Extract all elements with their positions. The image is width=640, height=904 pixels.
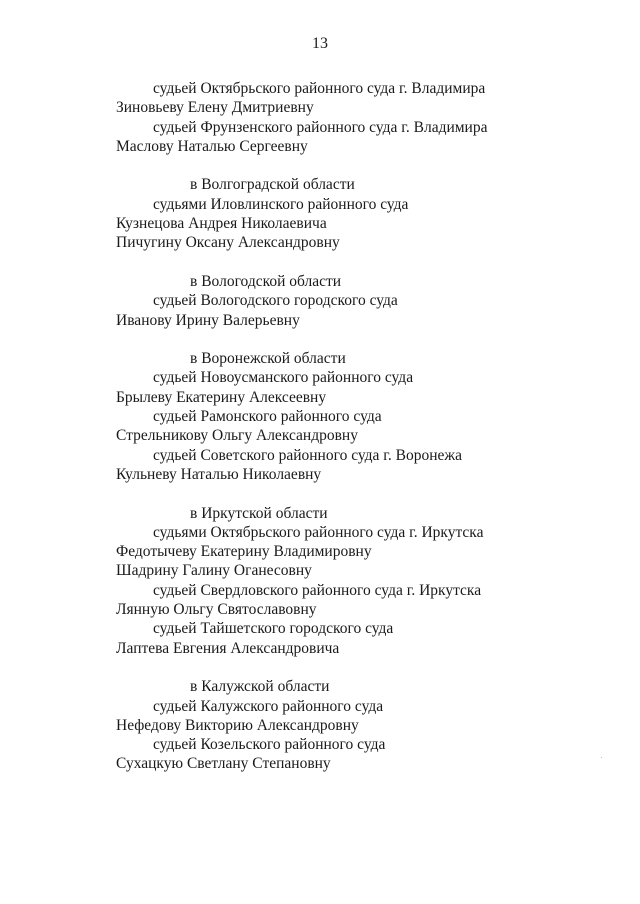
appointment-list bbox=[0, 79, 640, 774]
judge-name: Сухацкую Светлану Степановну bbox=[116, 755, 331, 773]
region-heading: в Иркутской области bbox=[190, 504, 328, 522]
court-line: судьей Свердловского районного суда г. Иркутска bbox=[153, 581, 482, 599]
blank-line bbox=[0, 330, 640, 349]
judge-name: Кульневу Наталью Николаевну bbox=[116, 465, 322, 483]
judge-name: Маслову Наталью Сергеевну bbox=[116, 137, 308, 155]
judge-name: Нефедову Викторию Александровну bbox=[116, 716, 359, 734]
scan-speck bbox=[601, 757, 602, 758]
court-line: судьей Октябрьского районного суда г. Владимира bbox=[153, 80, 486, 97]
judge-name: Федотычеву Екатерину Владимировну bbox=[116, 543, 372, 561]
region-heading: в Калужской области bbox=[190, 678, 330, 696]
judge-name: Лянную Ольгу Святославовну bbox=[116, 601, 317, 619]
judge-name: Зиновьеву Елену Дмитриевну bbox=[116, 99, 314, 117]
judge-name: Иванову Ирину Валерьевну bbox=[116, 311, 300, 329]
judge-name: Брылеву Екатерину Алексеевну bbox=[116, 388, 327, 406]
judge-name: Лаптева Евгения Александровича bbox=[116, 639, 340, 657]
court-line: судьей Новоусманского районного суда bbox=[153, 369, 414, 387]
court-line: судьей Вологодского городского суда bbox=[153, 292, 398, 310]
judge-name: Кузнецова Андрея Николаевича bbox=[116, 215, 327, 233]
court-line: судьей Фрунзенского районного суда г. Владимира bbox=[153, 118, 488, 136]
blank-line bbox=[0, 484, 640, 503]
judge-name: Шадрину Галину Оганесовну bbox=[116, 562, 312, 580]
judge-name: Пичугину Оксану Александровну bbox=[116, 234, 340, 252]
court-line: судьями Иловлинского районного суда bbox=[153, 195, 409, 213]
court-line: судьей Калужского районного суда bbox=[153, 697, 384, 715]
court-line: судьей Советского районного суда г. Воронежа bbox=[153, 446, 462, 464]
region-heading: в Вологодской области bbox=[190, 272, 342, 290]
court-line: судьей Тайшетского городского суда bbox=[153, 620, 394, 638]
blank-line bbox=[0, 253, 640, 272]
page-number: 13 bbox=[312, 35, 328, 52]
region-heading: в Воронежской области bbox=[190, 350, 346, 368]
blank-line bbox=[0, 156, 640, 175]
court-line: судьей Козельского районного суда bbox=[153, 736, 386, 754]
court-line: судьей Рамонского районного суда bbox=[153, 408, 382, 426]
judge-name: Стрельникову Ольгу Александровну bbox=[116, 427, 358, 445]
court-line: судьями Октябрьского районного суда г. Иркутска bbox=[153, 523, 484, 541]
blank-line bbox=[0, 658, 640, 677]
region-heading: в Волгоградской области bbox=[190, 176, 355, 194]
